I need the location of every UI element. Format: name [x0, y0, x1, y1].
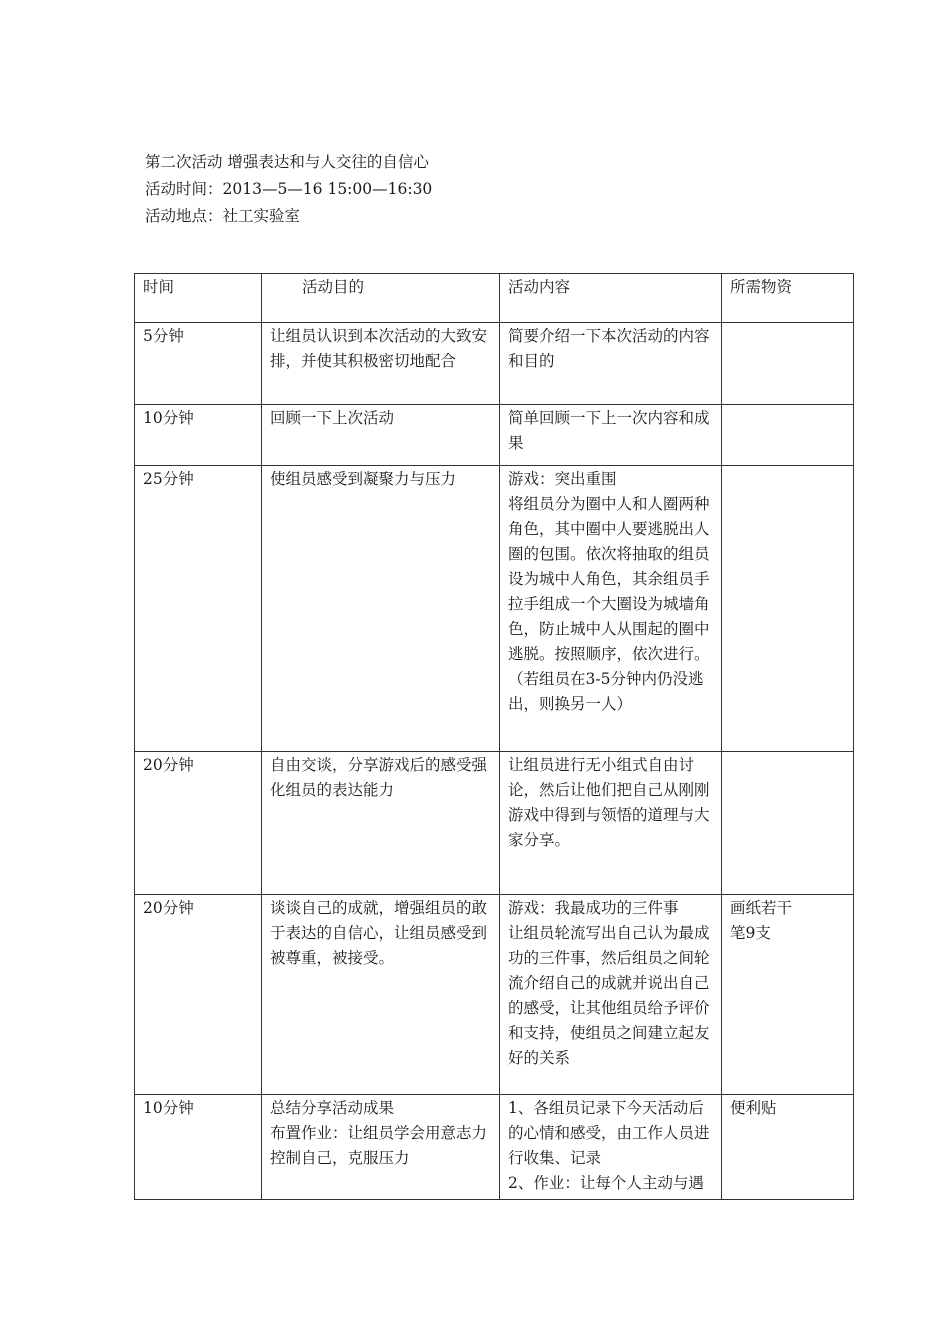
cell-content: 1、各组员记录下今天活动后的心情和感受，由工作人员进行收集、记录 2、作业：让每个人主动与遇	[500, 1095, 722, 1200]
cell-purpose: 谈谈自己的成就，增强组员的敢于表达的自信心，让组员感受到被尊重，被接受。	[262, 895, 500, 1095]
cell-time: 5分钟	[135, 323, 262, 405]
cell-purpose: 让组员认识到本次活动的大致安排，并使其积极密切地配合	[262, 323, 500, 405]
table-header-row	[135, 274, 854, 323]
cell-time: 20分钟	[135, 752, 262, 895]
table-row	[135, 1095, 854, 1200]
cell-purpose: 自由交谈，分享游戏后的感受强化组员的表达能力	[262, 752, 500, 895]
cell-content: 让组员进行无小组式自由讨论，然后让他们把自己从刚刚游戏中得到与领悟的道理与大家分享。	[500, 752, 722, 895]
cell-materials	[722, 466, 854, 752]
column-header-materials: 所需物资	[722, 274, 854, 323]
table-row	[135, 323, 854, 405]
cell-materials	[722, 752, 854, 895]
cell-purpose: 使组员感受到凝聚力与压力	[262, 466, 500, 752]
cell-purpose: 总结分享活动成果 布置作业：让组员学会用意志力控制自己，克服压力	[262, 1095, 500, 1200]
table-row	[135, 752, 854, 895]
activity-time: 活动时间：2013—5—16 15:00—16:30	[145, 180, 433, 198]
cell-content: 游戏：我最成功的三件事 让组员轮流写出自己认为最成功的三件事，然后组员之间轮流介绍自己的成就并说出自己的感受，让其他组员给予评价和支持，使组员之间建立起友好的关系	[500, 895, 722, 1095]
cell-materials: 画纸若干 笔9支	[722, 895, 854, 1095]
activity-plan-table	[134, 273, 854, 1200]
cell-materials	[722, 323, 854, 405]
cell-time: 25分钟	[135, 466, 262, 752]
table-row	[135, 895, 854, 1095]
cell-time: 20分钟	[135, 895, 262, 1095]
table-row	[135, 405, 854, 466]
column-header-time: 时间	[135, 274, 262, 323]
cell-content: 简单回顾一下上一次内容和成果	[500, 405, 722, 466]
cell-purpose: 回顾一下上次活动	[262, 405, 500, 466]
activity-place: 活动地点：社工实验室	[145, 207, 301, 225]
activity-title: 第二次活动 增强表达和与人交往的自信心	[145, 153, 429, 171]
cell-materials	[722, 405, 854, 466]
column-header-purpose: 活动目的	[262, 274, 500, 323]
table-row	[135, 466, 854, 752]
activity-header	[145, 149, 432, 230]
cell-content: 游戏：突出重围 将组员分为圈中人和人圈两种角色，其中圈中人要逃脱出人圈的包围。依次将抽取的组员设为城中人角色，其余组员手拉手组成一个大圈设为城墙角色，防止城中人从围起的圈中逃脱。按照顺序，依次进行。（若组员在3-5分钟内仍没逃出，则换另一人）	[500, 466, 722, 752]
cell-materials: 便利贴	[722, 1095, 854, 1200]
cell-content: 简要介绍一下本次活动的内容和目的	[500, 323, 722, 405]
cell-time: 10分钟	[135, 1095, 262, 1200]
cell-time: 10分钟	[135, 405, 262, 466]
column-header-content: 活动内容	[500, 274, 722, 323]
